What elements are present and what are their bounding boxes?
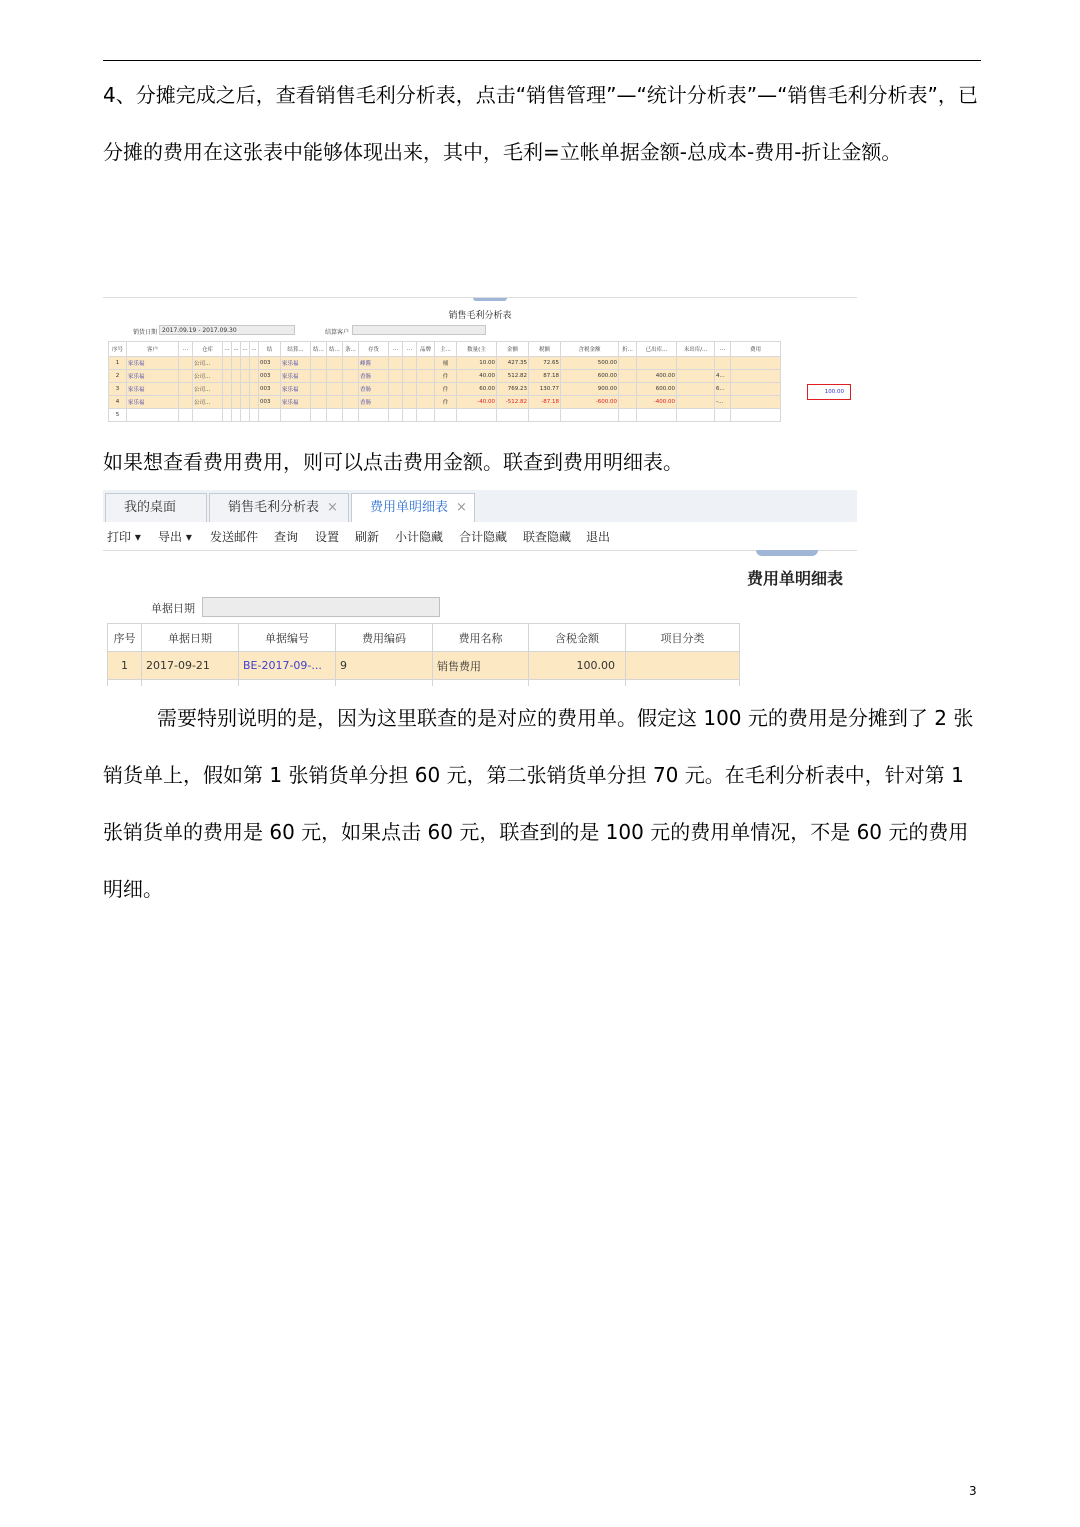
table-row bbox=[108, 680, 740, 687]
column-header[interactable]: 结算... bbox=[281, 342, 311, 357]
table-cell bbox=[497, 409, 529, 422]
table-cell: 87.18 bbox=[529, 370, 561, 383]
table-cell: -600.00 bbox=[561, 396, 619, 409]
table-cell bbox=[433, 680, 529, 687]
column-header[interactable]: 折... bbox=[619, 342, 637, 357]
table-cell bbox=[626, 652, 740, 680]
close-icon[interactable]: × bbox=[327, 500, 338, 515]
table-cell: 家乐福 bbox=[281, 383, 311, 396]
table-cell bbox=[241, 357, 250, 370]
gross-profit-screenshot bbox=[103, 297, 857, 429]
table-cell bbox=[677, 383, 715, 396]
report-title: 费用单明细表 bbox=[746, 569, 843, 588]
column-header[interactable]: ... bbox=[250, 342, 259, 357]
table-cell bbox=[343, 409, 359, 422]
table-cell bbox=[619, 396, 637, 409]
table-cell: 销售费用 bbox=[433, 652, 529, 680]
tab-bar bbox=[103, 490, 857, 523]
table-cell bbox=[417, 383, 435, 396]
column-header[interactable]: 仓库 bbox=[193, 342, 223, 357]
table-cell bbox=[327, 370, 343, 383]
column-header[interactable]: 费用编码 bbox=[336, 624, 433, 652]
table-cell bbox=[417, 409, 435, 422]
table-cell bbox=[677, 370, 715, 383]
table-cell bbox=[677, 409, 715, 422]
table-cell bbox=[389, 357, 403, 370]
date-filter-label: 单据日期 bbox=[151, 602, 195, 615]
table-cell bbox=[179, 383, 193, 396]
table-cell bbox=[311, 409, 327, 422]
send-email-button[interactable]: 发送邮件 bbox=[210, 530, 259, 544]
table-cell: 件 bbox=[435, 396, 457, 409]
table-cell: 3 bbox=[109, 383, 127, 396]
table-cell: -40.00 bbox=[457, 396, 497, 409]
column-header[interactable]: 数量(主 bbox=[457, 342, 497, 357]
collapse-handle[interactable] bbox=[756, 550, 818, 556]
table-cell bbox=[239, 680, 336, 687]
table-cell bbox=[389, 409, 403, 422]
table-cell: 10.00 bbox=[457, 357, 497, 370]
report-title: 销售毛利分析表 bbox=[448, 311, 512, 321]
column-header[interactable]: 序号 bbox=[109, 342, 127, 357]
table-cell: 家乐福 bbox=[281, 370, 311, 383]
table-cell bbox=[619, 357, 637, 370]
table-cell: 桶 bbox=[435, 357, 457, 370]
table-cell bbox=[389, 396, 403, 409]
paragraph-note: 需要特别说明的是，因为这里联查的是对应的费用单。假定这 100 元的费用是分摊到了 2 张销货单上，假如第 1 张销货单分担 60 元，第二张销货单分担 70 元。在毛利分析表中，针对第 1 张销货单的费用是 60 元，如果点击 60 元，联查到的是 100 元的费用单情况，不是 60 元的费用明细。 bbox=[103, 706, 974, 901]
table-cell bbox=[327, 409, 343, 422]
table-cell bbox=[403, 396, 417, 409]
table-row[interactable] bbox=[108, 652, 740, 680]
table-cell: 60.00 bbox=[457, 383, 497, 396]
table-cell: 公司... bbox=[193, 383, 223, 396]
table-cell: 500.00 bbox=[561, 357, 619, 370]
table-cell bbox=[179, 357, 193, 370]
toolbar bbox=[103, 522, 857, 551]
table-cell: 件 bbox=[435, 370, 457, 383]
table-cell: 件 bbox=[435, 383, 457, 396]
table-cell bbox=[417, 370, 435, 383]
tab-expense-detail[interactable] bbox=[351, 493, 475, 523]
table-cell: 400.00 bbox=[637, 370, 677, 383]
table-cell: 003 bbox=[259, 357, 281, 370]
table-cell bbox=[529, 409, 561, 422]
column-header[interactable]: 品牌 bbox=[417, 342, 435, 357]
table-cell bbox=[715, 409, 731, 422]
column-header[interactable]: 结 bbox=[259, 342, 281, 357]
table-cell: 769.23 bbox=[497, 383, 529, 396]
gross-profit-table bbox=[108, 341, 781, 422]
table-cell bbox=[336, 680, 433, 687]
close-icon[interactable]: × bbox=[456, 500, 467, 515]
table-cell bbox=[179, 409, 193, 422]
column-header[interactable]: 结... bbox=[311, 342, 327, 357]
header-rule bbox=[103, 60, 981, 61]
collapse-handle[interactable] bbox=[473, 297, 507, 301]
paragraph-drilldown: 如果想查看费用费用，则可以点击费用金额。联查到费用明细表。 bbox=[103, 450, 683, 474]
table-cell bbox=[311, 357, 327, 370]
column-header[interactable]: 费用 bbox=[731, 342, 781, 357]
table-cell: 4... bbox=[715, 370, 731, 383]
table-cell: 公司... bbox=[193, 396, 223, 409]
table-cell bbox=[311, 370, 327, 383]
column-header[interactable]: 未出库/... bbox=[677, 342, 715, 357]
paragraph-intro: 4、分摊完成之后，查看销售毛利分析表，点击“销售管理”—“统计分析表”—“销售毛利分析表”，已分摊的费用在这张表中能够体现出来，其中，毛利=立帐单据金额-总成本-费用-折让金额。 bbox=[103, 83, 978, 164]
column-header[interactable]: 存货 bbox=[359, 342, 389, 357]
table-cell bbox=[435, 409, 457, 422]
table-cell: 40.00 bbox=[457, 370, 497, 383]
print-button[interactable]: 打印 ▾ bbox=[107, 530, 141, 544]
table-cell: 003 bbox=[259, 396, 281, 409]
table-cell: 2 bbox=[109, 370, 127, 383]
table-cell: -87.18 bbox=[529, 396, 561, 409]
table-cell: 峰酱 bbox=[359, 357, 389, 370]
table-cell bbox=[343, 383, 359, 396]
hide-drilldown-button[interactable]: 联查隐藏 bbox=[523, 530, 572, 544]
table-cell: 512.82 bbox=[497, 370, 529, 383]
hide-total-button[interactable]: 合计隐藏 bbox=[459, 530, 508, 544]
column-header[interactable]: ... bbox=[241, 342, 250, 357]
table-cell bbox=[619, 370, 637, 383]
table-cell: 003 bbox=[259, 383, 281, 396]
table-cell bbox=[281, 409, 311, 422]
table-cell bbox=[223, 357, 232, 370]
query-button[interactable]: 查询 bbox=[274, 530, 299, 544]
table-cell: 5 bbox=[109, 409, 127, 422]
table-cell bbox=[311, 383, 327, 396]
table-cell bbox=[403, 409, 417, 422]
table-cell bbox=[403, 357, 417, 370]
table-cell: 100.00 bbox=[529, 652, 626, 680]
table-cell bbox=[179, 396, 193, 409]
table-cell bbox=[250, 396, 259, 409]
table-cell: -400.00 bbox=[637, 396, 677, 409]
table-cell bbox=[327, 396, 343, 409]
date-filter-input[interactable] bbox=[202, 597, 440, 617]
table-cell: BE-2017-09-... bbox=[239, 652, 336, 680]
table-cell bbox=[529, 680, 626, 687]
customer-filter-input[interactable] bbox=[352, 325, 486, 335]
table-cell: 1 bbox=[108, 652, 142, 680]
table-cell bbox=[193, 409, 223, 422]
table-cell bbox=[127, 409, 179, 422]
table-cell bbox=[677, 357, 715, 370]
table-cell bbox=[241, 396, 250, 409]
table-cell bbox=[223, 370, 232, 383]
table-cell bbox=[223, 409, 232, 422]
table-cell: 600.00 bbox=[561, 370, 619, 383]
column-header[interactable]: 结... bbox=[327, 342, 343, 357]
table-cell: 600.00 bbox=[637, 383, 677, 396]
table-row[interactable] bbox=[109, 357, 781, 370]
table-cell bbox=[179, 370, 193, 383]
table-cell bbox=[343, 370, 359, 383]
date-filter-input[interactable]: 2017.09.19 - 2017.09.30 bbox=[159, 325, 295, 335]
expense-detail-screenshot bbox=[103, 490, 857, 686]
column-header[interactable]: 含税金额 bbox=[561, 342, 619, 357]
table-cell: 9 bbox=[336, 652, 433, 680]
settings-button[interactable]: 设置 bbox=[315, 530, 340, 544]
table-cell bbox=[403, 370, 417, 383]
table-cell bbox=[250, 357, 259, 370]
table-cell bbox=[561, 409, 619, 422]
table-cell: 香肠 bbox=[359, 370, 389, 383]
tab-label: 销售毛利分析表 bbox=[228, 500, 320, 515]
table-cell: 003 bbox=[259, 370, 281, 383]
table-cell bbox=[343, 396, 359, 409]
table-row[interactable] bbox=[109, 370, 781, 383]
expense-detail-table bbox=[107, 623, 740, 686]
expense-cell-highlight[interactable]: 100.00 bbox=[807, 384, 851, 400]
column-header[interactable]: ... bbox=[232, 342, 241, 357]
table-cell bbox=[311, 396, 327, 409]
table-cell bbox=[637, 357, 677, 370]
table-row[interactable] bbox=[109, 383, 781, 396]
column-header[interactable]: ... bbox=[403, 342, 417, 357]
table-cell: 900.00 bbox=[561, 383, 619, 396]
table-cell bbox=[223, 396, 232, 409]
column-header[interactable]: ... bbox=[715, 342, 731, 357]
table-cell: 4 bbox=[109, 396, 127, 409]
exit-button[interactable]: 退出 bbox=[586, 530, 611, 544]
table-cell: 公司... bbox=[193, 370, 223, 383]
table-cell: 公司... bbox=[193, 357, 223, 370]
table-cell bbox=[250, 370, 259, 383]
table-cell bbox=[457, 409, 497, 422]
table-cell: 1 bbox=[109, 357, 127, 370]
export-button[interactable]: 导出 ▾ bbox=[158, 530, 192, 544]
table-cell bbox=[232, 370, 241, 383]
table-cell bbox=[619, 409, 637, 422]
column-header[interactable]: 单据日期 bbox=[142, 624, 239, 652]
column-header[interactable]: 含税金额 bbox=[529, 624, 626, 652]
column-header[interactable]: 项目分类 bbox=[626, 624, 740, 652]
table-cell bbox=[677, 396, 715, 409]
table-cell bbox=[619, 383, 637, 396]
table-cell bbox=[232, 409, 241, 422]
table-cell: 香肠 bbox=[359, 383, 389, 396]
column-header[interactable]: ... bbox=[389, 342, 403, 357]
table-cell: 家乐福 bbox=[127, 383, 179, 396]
column-header[interactable]: 主... bbox=[435, 342, 457, 357]
table-cell bbox=[241, 383, 250, 396]
table-cell bbox=[232, 383, 241, 396]
table-cell: 72.65 bbox=[529, 357, 561, 370]
table-cell: 家乐福 bbox=[281, 357, 311, 370]
column-header[interactable]: 费用名称 bbox=[433, 624, 529, 652]
hide-subtotal-button[interactable]: 小计隐藏 bbox=[395, 530, 444, 544]
page-number: 3 bbox=[969, 1484, 977, 1498]
table-cell bbox=[250, 383, 259, 396]
table-cell bbox=[403, 383, 417, 396]
column-header[interactable]: 已出库... bbox=[637, 342, 677, 357]
table-cell bbox=[241, 370, 250, 383]
refresh-button[interactable]: 刷新 bbox=[355, 530, 380, 544]
table-row[interactable] bbox=[109, 396, 781, 409]
table-cell: 家乐福 bbox=[127, 357, 179, 370]
table-cell bbox=[343, 357, 359, 370]
table-cell bbox=[250, 409, 259, 422]
tab-label: 我的桌面 bbox=[124, 500, 177, 515]
column-header[interactable]: 序号 bbox=[108, 624, 142, 652]
column-header[interactable]: 单据编号 bbox=[239, 624, 336, 652]
table-cell bbox=[417, 396, 435, 409]
table-cell: 6... bbox=[715, 383, 731, 396]
table-cell bbox=[108, 680, 142, 687]
column-header[interactable]: ... bbox=[223, 342, 232, 357]
table-cell: 130.77 bbox=[529, 383, 561, 396]
table-cell: -512.82 bbox=[497, 396, 529, 409]
table-cell: 家乐福 bbox=[127, 396, 179, 409]
table-cell bbox=[232, 396, 241, 409]
table-cell bbox=[626, 680, 740, 687]
table-cell: 2017-09-21 bbox=[142, 652, 239, 680]
table-cell bbox=[142, 680, 239, 687]
table-cell: 家乐福 bbox=[127, 370, 179, 383]
tab-label: 费用单明细表 bbox=[370, 500, 449, 515]
table-cell bbox=[232, 357, 241, 370]
table-cell bbox=[223, 383, 232, 396]
table-cell bbox=[715, 357, 731, 370]
tab-gross-profit[interactable] bbox=[209, 493, 349, 522]
column-header[interactable]: 税额 bbox=[529, 342, 561, 357]
column-header[interactable]: 客户 bbox=[127, 342, 179, 357]
table-cell[interactable] bbox=[731, 396, 781, 409]
table-cell bbox=[241, 409, 250, 422]
table-cell bbox=[637, 409, 677, 422]
table-cell bbox=[389, 370, 403, 383]
table-cell: 香肠 bbox=[359, 396, 389, 409]
table-cell bbox=[259, 409, 281, 422]
table-cell[interactable] bbox=[731, 409, 781, 422]
customer-filter-label: 结算客户 bbox=[325, 329, 350, 336]
date-filter-label: 销货日期 bbox=[133, 329, 158, 336]
table-cell: -... bbox=[715, 396, 731, 409]
table-row[interactable] bbox=[109, 409, 781, 422]
table-cell: 家乐福 bbox=[281, 396, 311, 409]
table-cell bbox=[417, 357, 435, 370]
column-header[interactable]: 条... bbox=[343, 342, 359, 357]
table-cell bbox=[327, 383, 343, 396]
table-cell[interactable] bbox=[731, 357, 781, 370]
table-cell[interactable] bbox=[731, 383, 781, 396]
table-cell[interactable] bbox=[731, 370, 781, 383]
table-cell bbox=[327, 357, 343, 370]
column-header[interactable]: ... bbox=[179, 342, 193, 357]
table-cell: 427.35 bbox=[497, 357, 529, 370]
column-header[interactable]: 金额 bbox=[497, 342, 529, 357]
tab-my-desktop[interactable] bbox=[105, 493, 207, 522]
table-cell bbox=[359, 409, 389, 422]
table-cell bbox=[389, 383, 403, 396]
